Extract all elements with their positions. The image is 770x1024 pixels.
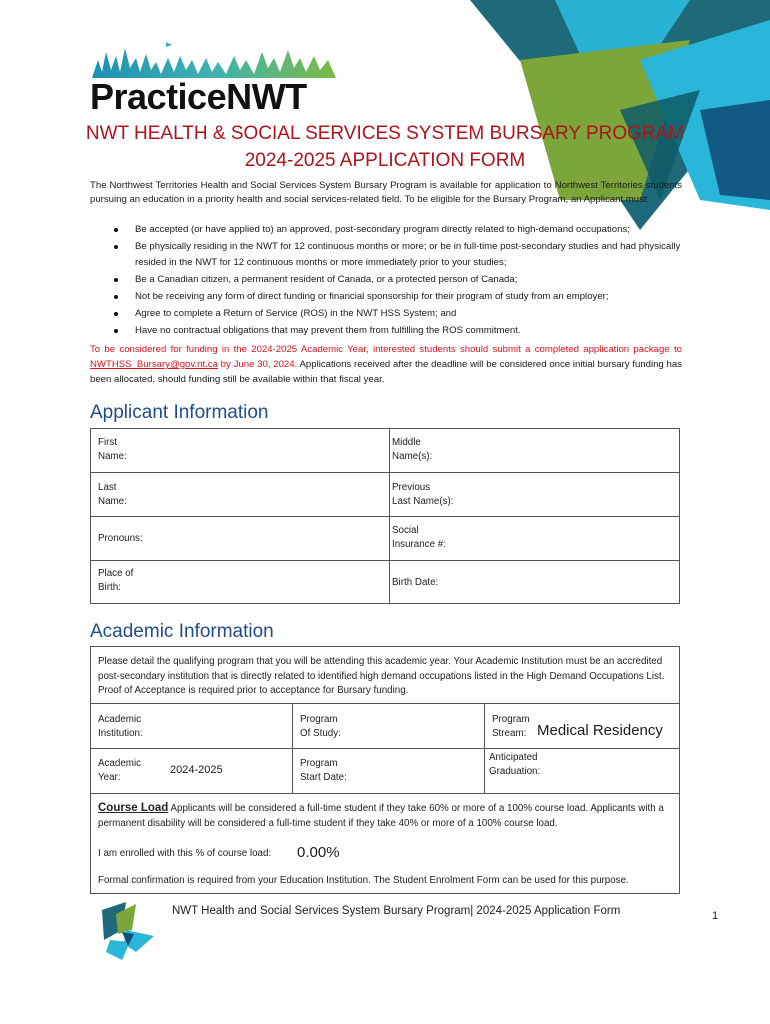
program-study-label: Program Of Study: bbox=[300, 714, 341, 739]
list-item: Be physically residing in the NWT for 12 continuous months or more; or be in full-time post-secondary studies and had physically resided in the NWT for 12 continuous months or more immediately prior to your studies; bbox=[90, 239, 690, 271]
course-load-body: Applicants will be considered a full-time student if they take 60% or more of a 100% course load. Applicants with a permanent disability will be considered a full-time student if they take 40% or more of a 100% course load. bbox=[98, 803, 664, 829]
eligibility-list bbox=[90, 222, 690, 340]
middle-names-field[interactable] bbox=[389, 428, 680, 473]
deadline-paragraph bbox=[90, 342, 682, 387]
graduation-label: Anticipated Graduation: bbox=[489, 752, 541, 777]
email-link[interactable]: NWTHSS_Bursary@gov.nt.ca bbox=[90, 359, 218, 370]
enrolled-label: I am enrolled with this % of course load: bbox=[98, 848, 272, 859]
birth-date-label: Birth Date: bbox=[392, 577, 439, 588]
previous-last-names-label: Previous Last Name(s): bbox=[392, 482, 454, 507]
first-name-label: First Name: bbox=[98, 437, 127, 462]
last-name-field[interactable] bbox=[90, 472, 390, 517]
academic-heading: Academic Information bbox=[90, 621, 274, 642]
course-load-text bbox=[98, 801, 672, 831]
list-item: Not be receiving any form of direct funding or financial sponsorship for their program of study from an employer; bbox=[90, 289, 690, 305]
page-number: 1 bbox=[712, 910, 719, 922]
deadline-note: Applications received after the deadline will be considered once initial bursary funding has been allocated, should funding still be available within that fiscal year. bbox=[90, 359, 682, 385]
applicant-heading: Applicant Information bbox=[90, 402, 269, 423]
list-item: Agree to complete a Return of Service (ROS) in the NWT HSS System; and bbox=[90, 306, 690, 322]
enrolled-percent-input[interactable]: 0.00% bbox=[297, 844, 340, 861]
place-of-birth-field[interactable] bbox=[90, 560, 390, 604]
sin-label: Social Insurance #: bbox=[392, 525, 446, 550]
academic-year-label: Academic Year: bbox=[98, 758, 142, 783]
instructions-text: Please detail the qualifying program that you will be attending this academic year. Your Academic Institution must be an accredited post-secondary institution that is directly related to identified high demand occupations listed in the High Demand Occupations List. Proof of Acceptance is required prior to acceptance for Bursary funding. bbox=[98, 656, 665, 696]
first-name-field[interactable] bbox=[90, 428, 390, 473]
academic-year-value[interactable]: 2024-2025 bbox=[170, 764, 223, 776]
list-item: Have no contractual obligations that may prevent them from fulfilling the ROS commitment. bbox=[90, 323, 690, 339]
deadline-date: by June 30, 2024. bbox=[217, 359, 298, 370]
footer-text: NWT Health and Social Services System Bursary Program| 2024-2025 Application Form bbox=[172, 905, 621, 917]
place-of-birth-label: Place of Birth: bbox=[98, 568, 134, 593]
list-item: Be a Canadian citizen, a permanent resident of Canada, or a protected person of Canada; bbox=[90, 272, 690, 288]
course-load-heading: Course Load bbox=[98, 802, 169, 814]
list-item: Be accepted (or have applied to) an approved, post-secondary program directly related to high-demand occupations; bbox=[90, 222, 690, 238]
start-date-label: Program Start Date: bbox=[300, 758, 347, 783]
institution-label: Academic Institution: bbox=[98, 714, 143, 739]
program-stream-value[interactable]: Medical Residency bbox=[537, 722, 663, 739]
form-title-line2: 2024-2025 APPLICATION FORM bbox=[244, 150, 526, 171]
pronouns-label: Pronouns: bbox=[98, 533, 143, 544]
intro-paragraph: The Northwest Territories Health and Social Services System Bursary Program is available for application to Northwest Territories students pursuing an education in a priority health and social services-related field. To be eligible for the Bursary Program, an Applicant must: bbox=[90, 180, 682, 205]
last-name-label: Last Name: bbox=[98, 482, 127, 507]
program-stream-label: Program Stream: bbox=[492, 714, 530, 739]
confirmation-text: Formal confirmation is required from your Education Institution. The Student Enrolment Form can be used for this purpose. bbox=[98, 875, 629, 886]
middle-names-label: Middle Name(s): bbox=[392, 437, 433, 462]
logo-wordmark: PracticeNWT bbox=[90, 76, 307, 117]
deadline-text: To be considered for funding in the 2024-2025 Academic Year, interested students should submit a completed application package to bbox=[90, 344, 682, 355]
form-title-line1: NWT HEALTH & SOCIAL SERVICES SYSTEM BURSARY PROGRAM bbox=[85, 123, 685, 144]
practice-nwt-mark-icon bbox=[96, 900, 158, 962]
